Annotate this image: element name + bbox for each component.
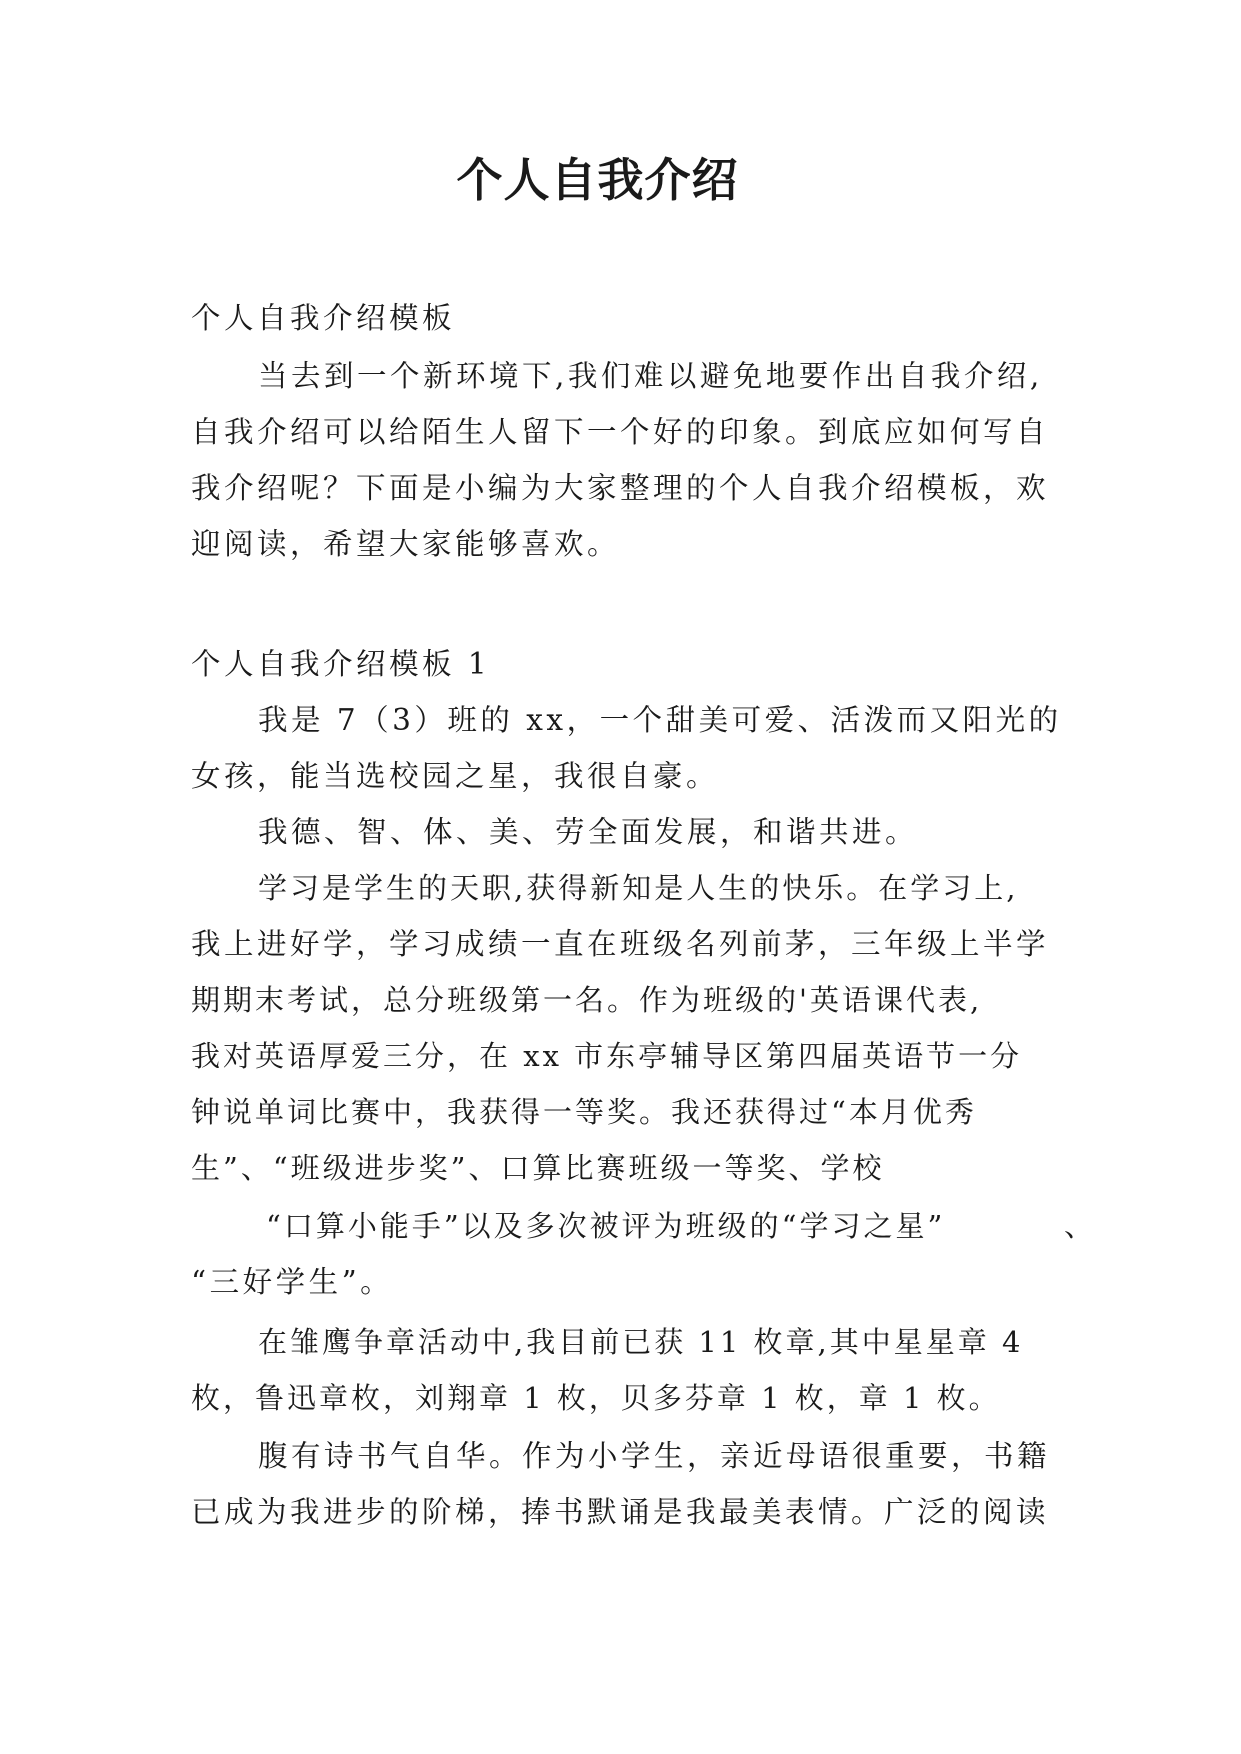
paragraph-line: 生”、“班级进步奖”、口算比赛班级一等奖、学校 (191, 1151, 885, 1185)
paragraph-line: 学习是学生的天职,获得新知是人生的快乐。在学习上, (258, 871, 1019, 905)
paragraph-line: 迎阅读，希望大家能够喜欢。 (191, 527, 621, 561)
paragraph-line: 腹有诗书气自华。作为小学生，亲近母语很重要，书籍 (258, 1439, 1051, 1473)
paragraph-line: 自我介绍可以给陌生人留下一个好的印象。到底应如何写自 (191, 415, 1050, 449)
paragraph-line: 期期末考试，总分班级第一名。作为班级的'英语课代表, (191, 983, 983, 1017)
paragraph-line: 已成为我进步的阶梯，捧书默诵是我最美表情。广泛的阅读 (191, 1495, 1050, 1529)
paragraph-line: 我上进好学，学习成绩一直在班级名列前茅，三年级上半学 (191, 927, 1050, 961)
paragraph-line: “三好学生”。 (191, 1265, 394, 1299)
paragraph-line: “口算小能手”以及多次被评为班级的“学习之星” (266, 1209, 946, 1243)
section-heading: 个人自我介绍模板 (191, 301, 456, 335)
document-title: 个人自我介绍 (456, 153, 739, 207)
stray-punctuation: 、 (1064, 1209, 1098, 1243)
paragraph-line: 我对英语厚爱三分，在 xx 市东亭辅导区第四届英语节一分 (191, 1039, 1023, 1073)
paragraph-line: 我德、智、体、美、劳全面发展，和谐共进。 (258, 815, 919, 849)
paragraph-line: 我介绍呢？下面是小编为大家整理的个人自我介绍模板，欢 (191, 471, 1050, 505)
paragraph-line: 钟说单词比赛中，我获得一等奖。我还获得过“本月优秀 (191, 1095, 977, 1129)
paragraph-line: 当去到一个新环境下,我们难以避免地要作出自我介绍, (258, 359, 1043, 393)
paragraph-line: 在雏鹰争章活动中,我目前已获 11 枚章,其中星星章 4 (258, 1325, 1024, 1359)
paragraph-line: 枚，鲁迅章枚，刘翔章 1 枚，贝多芬章 1 枚，章 1 枚。 (191, 1381, 1001, 1415)
paragraph-line: 女孩，能当选校园之星，我很自豪。 (191, 759, 720, 793)
section-heading: 个人自我介绍模板 1 (191, 647, 491, 681)
paragraph-line: 我是 7（3）班的 xx，一个甜美可爱、活泼而又阳光的 (258, 703, 1062, 737)
